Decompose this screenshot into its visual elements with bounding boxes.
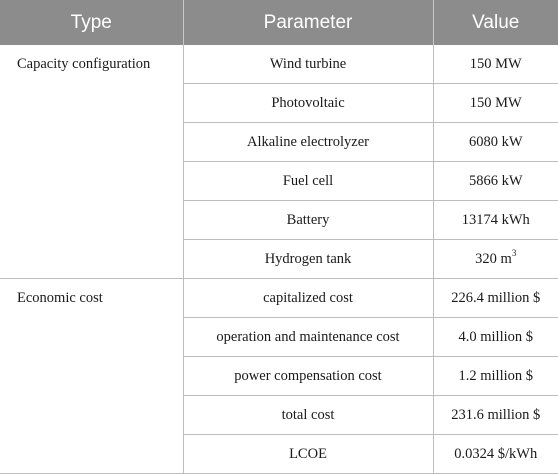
- parameter-cell: capitalized cost: [183, 279, 433, 318]
- value-superscript: 3: [511, 247, 517, 258]
- parameter-cell: Photovoltaic: [183, 84, 433, 123]
- value-cell: 150 MW: [433, 84, 558, 123]
- table-header-row: [0, 0, 558, 45]
- value-cell: 0.0324 $/kWh: [433, 435, 558, 474]
- table-row: [0, 279, 558, 318]
- parameter-cell: Battery: [183, 201, 433, 240]
- value-cell: 13174 kWh: [433, 201, 558, 240]
- type-cell-capacity: Capacity configuration: [0, 45, 183, 279]
- value-text: 320 m: [475, 250, 512, 267]
- table-row: [0, 45, 558, 84]
- parameter-cell: total cost: [183, 396, 433, 435]
- parameter-cell: Hydrogen tank: [183, 240, 433, 279]
- value-cell: 231.6 million $: [433, 396, 558, 435]
- type-cell-economic: Economic cost: [0, 279, 183, 474]
- header-value: Value: [433, 0, 558, 45]
- value-cell: 4.0 million $: [433, 318, 558, 357]
- header-type: Type: [0, 0, 183, 45]
- parameter-cell: Alkaline electrolyzer: [183, 123, 433, 162]
- parameter-cell: operation and maintenance cost: [183, 318, 433, 357]
- header-parameter: Parameter: [183, 0, 433, 45]
- value-cell: 6080 kW: [433, 123, 558, 162]
- parameter-cell: power compensation cost: [183, 357, 433, 396]
- value-cell: 1.2 million $: [433, 357, 558, 396]
- value-cell: 150 MW: [433, 45, 558, 84]
- parameter-cell: Fuel cell: [183, 162, 433, 201]
- parameter-cell: LCOE: [183, 435, 433, 474]
- parameter-cell: Wind turbine: [183, 45, 433, 84]
- value-cell: 226.4 million $: [433, 279, 558, 318]
- value-cell: 5866 kW: [433, 162, 558, 201]
- value-cell: [433, 240, 558, 279]
